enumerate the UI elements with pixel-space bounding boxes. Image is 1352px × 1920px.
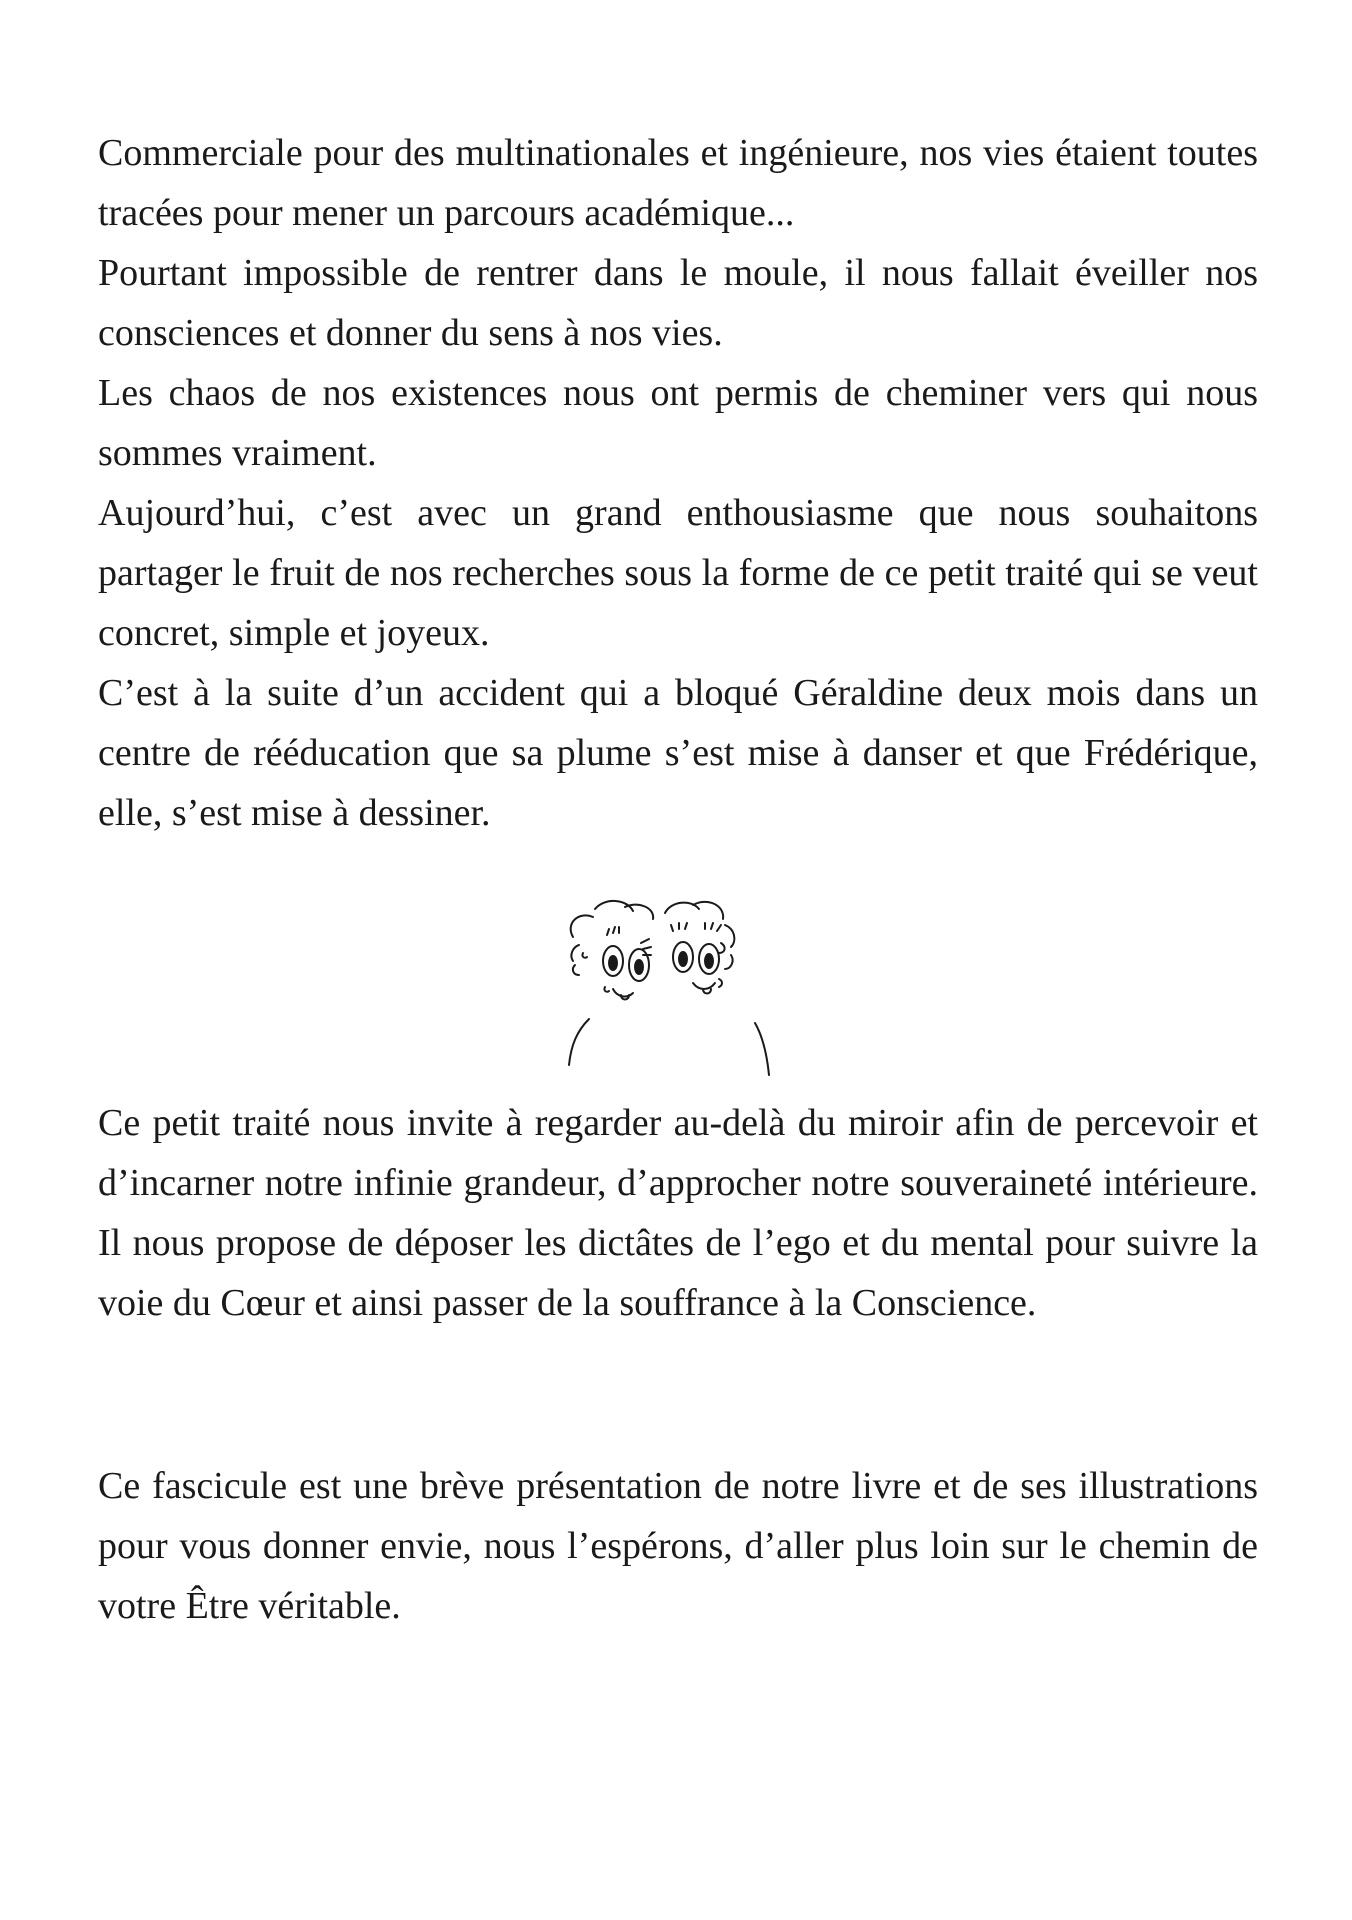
intro-paragraph-3: Les chaos de nos existences nous ont permis de cheminer vers qui nous sommes vraiment. — [98, 372, 1258, 474]
treatise-paragraph: Ce petit traité nous invite à regarder au-delà du miroir afin de percevoir et d’incarner notre infinie grandeur, d’approcher notre souveraineté intérieure. Il nous propose de déposer les dictâtes de l’ego et du mental pour suivre la voie du Cœur et ainsi passer de la souffrance à la Conscience. — [98, 1102, 1258, 1324]
intro-paragraph-4: Aujourd’hui, c’est avec un grand enthousiasme que nous souhaitons partager le fruit de nos recherches sous la forme de ce petit traité qui se veut concret, simple et joyeux. — [98, 492, 1258, 654]
booklet-paragraph: Ce fascicule est une brève présentation de notre livre et de ses illustrations pour vous donner envie, nous l’espérons, d’aller plus loin sur le chemin de votre Être véritable. — [98, 1465, 1258, 1627]
intro-paragraph-2: Pourtant impossible de rentrer dans le moule, il nous fallait éveiller nos consciences et donner du sens à nos vies. — [98, 252, 1258, 354]
booklet-section — [98, 1456, 1258, 1636]
intro-paragraph-5: C’est à la suite d’un accident qui a bloqué Géraldine deux mois dans un centre de rééducation que sa plume s’est mise à danser et que Frédérique, elle, s’est mise à dessiner. — [98, 672, 1258, 834]
intro-paragraph-1: Commerciale pour des multinationales et ingénieure, nos vies étaient toutes tracées pour mener un parcours académique... — [98, 132, 1258, 234]
intro-section — [98, 123, 1258, 843]
two-faces-sketch-icon — [555, 895, 805, 1080]
treatise-section — [98, 1093, 1258, 1333]
